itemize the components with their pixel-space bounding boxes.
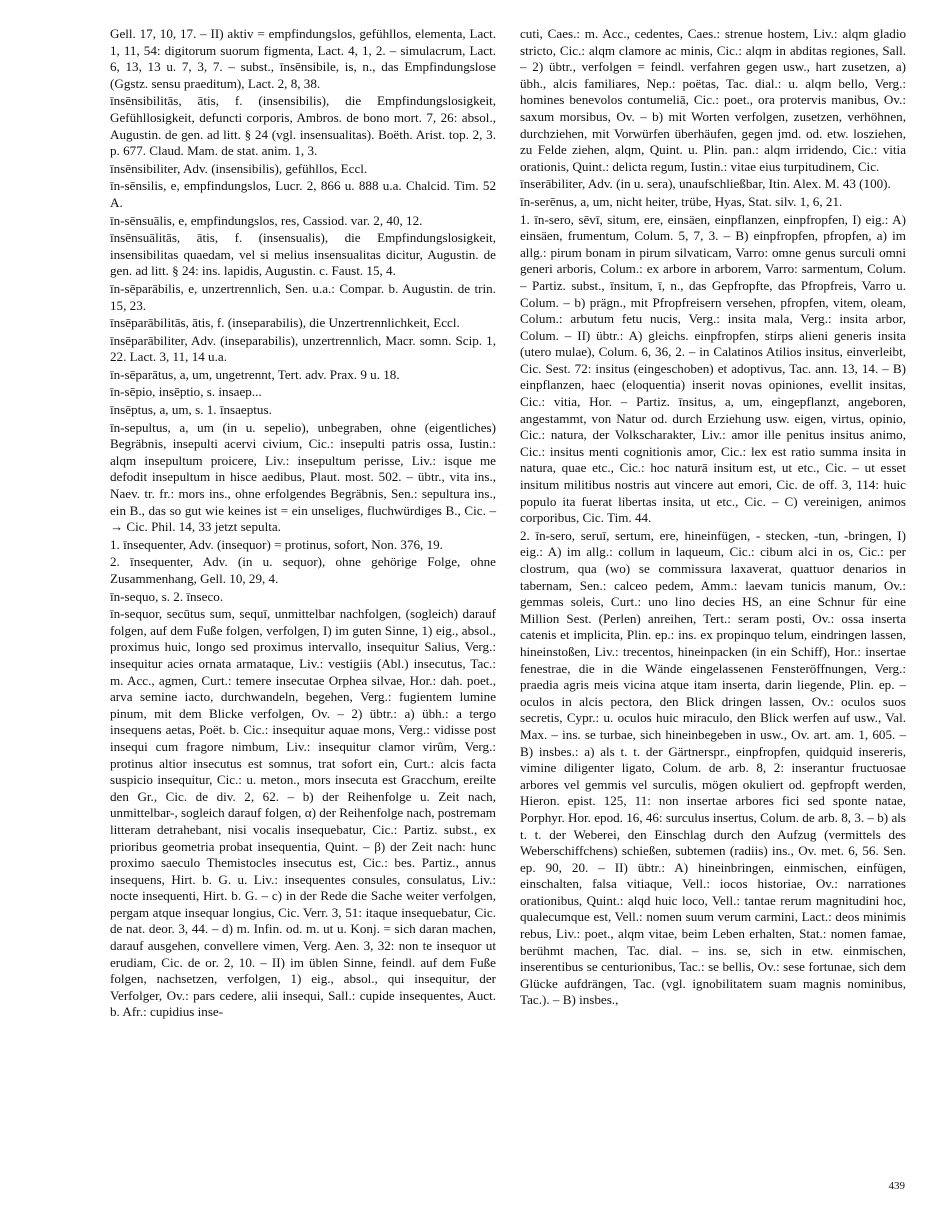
entry: īnsēptus, a, um, s. 1. īnsaeptus. — [110, 402, 272, 418]
entry: īnsēnsuālitās, ātis, f. (insensualis), die Empfindungslosigkeit, insensibilitas quaedam, vel si melius insensualitas dicitur, Augustin. de gen. ad litt. § 24: ins. lapidis, Augustin. c. Faust. 15, 4. — [110, 230, 496, 279]
entry: īn-sequo, s. 2. īnseco. — [110, 588, 224, 604]
entry: 1. īnsequenter, Adv. (insequor) = protinus, sofort, Non. 376, 19. — [110, 536, 443, 552]
page-number: 439 — [888, 1180, 905, 1192]
entry: īn-sēnsuālis, e, empfindungslos, res, Cassiod. var. 2, 40, 12. — [110, 212, 423, 228]
entry: 2. īn-sero, seruī, sertum, ere, hineinfügen, - stecken, -tun, -bringen, I) eig.: A) im allg.: collum in laqueum, Cic.: cibum alci in os, Cic.: per clostrum, qua (wo) se commissura laxaverat, quattuor denarios in tabernam, Sen.: calceo pedem, Amm.: laevam tunicis manum, Ov.: gemmas soleis, Curt.: uno lino decies HS, an eine Schnur für eine Million Sest. (Perlen) anreihen, Tert.: seram posti, Ov.: ossa inserta catenis et implicita, Plin. ep.: ins. ex propinquo telum, eindringen lassen, hineinstoßen, Liv.: trecentos, hineinpacken (in ein Schiff), Hor.: insertae fenestrae, die in die Wände eingelassenen Fensteröffnungen, Verg.: praedia agris meis vicina atque itam inserta, darin liegende, Plin. ep. – oculos in alcis pectora, den Blick dringen lassen, Ov.: oculos suos secretis, Cypr.: u. oculos huic miraculo, den Blick werfen auf usw., Val. Max. – ins. se turbae, sich hineinbegeben in usw., Ov. art. am. 1, 605. – B) insbes.: a) als t. t. der Gärtnerspr., einpfropfen, quidquid insereris, vimine diligenter ligato, Colum. de arb. 8, 2: inserantur fructuosae arbores vel gemmis vel surculis, mögen okuliert od. gepfropft werden, Hieron. epist. 125, 11: non insertae arbores fici sed sponte natae, Porphyr. Hor. epod. 16, 46: surculus insertus, Colum. de arb. 8, 3. – b) als t. t. der Weberei, den Einschlag durch den Aufzug (vermittels des Weberschiffchens) schießen, subtemen (radiis) ins., Ov. met. 6, 56. Sen. ep. 90, 20. – II) übtr.: A) hineinbringen, einmischen, einfügen, einschalten, falsa vitiaque, Vell.: iocos historiae, Ov.: narrationes orationibus, Quint.: alqd huic loco, Vell.: tantae rerum magnitudini hoc, qualecumque est, Vell.: nomen suum verum carmini, Lact.: deos minimis rebus, Liv.: poet., alqm vitae, beim Leben erhalten, Stat.: nomen famae, berühmt machen, Tac. dial. – ins. se, sich in etw. einmischen, inserentibus se centurionibus, Tac.: se bellis, Ov.: sese fortunae, sich dem Glücke aufdrängen, Tac. (vgl. ignobilitatem suam magnis nominibus, Tac.). – B) insbes., — [520, 527, 906, 1008]
entry: īnsēnsibilitās, ātis, f. (insensibilis), die Empfindungslosigkeit, Gefühllosigkeit, defuncti corporis, Ambros. de bono mort. 7, 26: absol., Augustin. de gen. ad litt. § 24 (vgl. insensualitas). Boëth. Arist. top. 2, 3. p. 677. Claud. Mam. de stat. anim. 1, 3. — [110, 93, 496, 159]
right-column — [520, 26, 906, 1010]
entry: īn-sēnsilis, e, empfindungslos, Lucr. 2, 866 u. 888 u.a. Chalcid. Tim. 52 A. — [110, 178, 496, 210]
entry: īnserābiliter, Adv. (in u. sera), unaufschließbar, Itin. Alex. M. 43 (100). — [520, 176, 891, 192]
entry: īn-sēparātus, a, um, ungetrennt, Tert. adv. Prax. 9 u. 18. — [110, 366, 400, 382]
entry: īn-sequor, secūtus sum, sequī, unmittelbar nachfolgen, (sogleich) darauf folgen, auf dem Fuße folgen, verfolgen, I) im guten Sinne, 1) eig., absol., proximus huic, longo sed proximus intervallo, insequitur Salius, Verg.: insequitur acies ornata armataque, Liv.: vestigiis (Abl.) insecutus, Tac.: m. Acc., agmen, Curt.: temere insecutae Orphea silvae, Hor.: dah. poet., arva semine iacto, durchwandeln, begehen, Verg.: fugientem lumine pinum, mit dem Blicke verfolgen, Ov. – 2) übtr.: a) übh.: a tergo insequens aetas, Poët. b. Cic.: insequitur aquae mons, Verg.: vidisse post insequi cum fragore nimbum, Liv.: insequitur clamor virûm, Verg.: protinus altior insecutus est somnus, trat sofort ein, Curt.: alcis facta suspicio insequitur, Cic.: u. meton., mors insecuta est Gracchum, ereilte den Gr., Cic. de div. 2, 62. – b) der Reihenfolge u. Zeit nach, unmittelbar-, sogleich darauf folgen, α) der Reihenfolge nach, postremam litteram detrahebant, nisi vocalis insequebatur, Cic.: Partiz. subst., ex prioribus geometria probat insequentia, Quint. – β) der Zeit nach: hunc proximo saeculo Themistocles insecutus est, Cic.: bes. Partiz., annus insequens, Hirt. b. G. u. Liv.: insequentes consules, consulatus, Liv.: nocte insequenti, Hirt. b. G. – c) in der Rede die Sache weiter verfolgen, pergam atque insequar longius, Cic. Verr. 3, 51: itaque insequebatur, Cic. de nat. deor. 3, 44. – d) m. Infin. od. m. ut u. Konj. = sich daran machen, darauf ausgehen, convellere vimen, Verg. Aen. 3, 32: non te insequor ut erudiam, Cic. de or. 2, 10. – II) im üblen Sinne, feindl. auf dem Fuße folgen, nachsetzen, verfolgen, 1) eig., absol., qui insequitur, der Verfolger, Ov.: pars cedere, alii insequi, Sall.: cupide insequentes, Auct. b. Afr.: cupidius inse- — [110, 606, 496, 1020]
entry: 2. īnsequenter, Adv. (in u. sequor), ohne gehörige Folge, ohne Zusammenhang, Gell. 10, 29, 4. — [110, 554, 496, 586]
entry: īn-sēparābilis, e, unzertrennlich, Sen. u.a.: Compar. b. Augustin. de trin. 15, 23. — [110, 280, 496, 313]
left-column — [110, 26, 496, 1022]
entry: īnsēparābiliter, Adv. (inseparabilis), unzertrennlich, Macr. somn. Scip. 1, 22. Lact. 3, 11, 14 u.a. — [110, 332, 496, 365]
entry: īn-sepultus, a, um (in u. sepelio), unbegraben, ohne (eigentliches) Begräbnis, insepulti acervi civium, Cic.: insepulti patris ossa, Iustin.: alqm insepultum proicere, Liv.: insepultum perisse, Liv.: isque me defodit insepultum in hisce aedibus, Plaut. most. 502. – übtr., vita ins., Naev. tr. fr.: mors ins., ohne erfolgendes Begräbnis, Sen.: sepultura ins., ein B., das so gut wie keines ist = ein unseliges, fluchwürdiges B., Cic. – → Cic. Phil. 14, 33 jetzt sepulta. — [110, 419, 496, 535]
entry: īn-sēpio, insēptio, s. insaep... — [110, 384, 262, 400]
entry: īnsēparābilitās, ātis, f. (inseparabilis), die Unzertrennlichkeit, Eccl. — [110, 315, 460, 331]
entry: Gell. 17, 10, 17. – II) aktiv = empfindungslos, gefühllos, elementa, Lact. 1, 11, 54: digitorum suorum figmenta, Lact. 4, 1, 2. – simulacrum, Lact. 6, 13, 13 u. 7, 3, 7. – subst., īnsēnsibile, is, n., das Empfindungslose (Ggstz. sensu praeditum), Lact. 2, 8, 38. — [110, 26, 496, 91]
entry: 1. īn-sero, sēvī, situm, ere, einsäen, einpflanzen, einpfropfen, I) eig.: A) einsäen, frumentum, Colum. 5, 7, 3. – B) einpfropfen, pfropfen, a) im allg.: pirum bonam in pirum silvaticam, Varro: omne genus surculi omni generi arboris, Colum.: ex arbore in arborem, Varro: sarmentum, Colum. – Partiz. subst., īnsitum, ī, n., das Gepfropfte, das Pfropfreis, Varro u. Colum. – b) prägn., mit Pfropfreisern versehen, pfropfen, vitem, oleam, Colum.: arbutum fetu nucis, Verg.: insita mala, Verg.: insita arbor, Colum. – II) übtr.: A) gleichs. einpfropfen, stirps alieni generis insita (utero mulae), Colum. 6, 36, 2. – in Calatinos Atilios insitus, einverleibt, Cic. Sest. 72: insitus (eingeschoben) et adoptivus, Tac. ann. 13, 14. – B) einpflanzen, haec (eloquentia) inserit novas opiniones, evellit insitas, Cic.: vitia, Hor. – Partiz. īnsitus, a, um, eingepflanzt, angeboren, angestammt, von Natur od. durch Erziehung usw. eigen, virtus, opinio, Cic.: natura, der Volkscharakter, Liv.: amor ille penitus insitus animo, Cic.: insitus menti cognitionis amor, Cic.: lex est ratio summa insita in natura, quae etc., Cic.: hoc naturā insitum est, ut etc., Cic. – ut esset insitum militibus nostris aut vincere aut emori, Cic. de off. 3, 114: huic populo ita fuerat libertas insita, ut etc., Cic. – C) vereinigen, animos corporibus, Cic. Tim. 44. — [520, 211, 906, 526]
entry: cuti, Caes.: m. Acc., cedentes, Caes.: strenue hostem, Liv.: alqm gladio stricto, Cic.: alqm clamore ac minis, Cic.: alqm in abditas regiones, Sall. – 2) übtr., verfolgen = feindl. verfahren gegen usw., hart zusetzen, a) übh., alcis familiares, Nep.: poëtas, Tac. dial.: u. alqm bello, Verg.: homines benevolos contumeliā, Cic.: poet., ora protervis manibus, Ov.: saxum morsibus, Ov. – b) mit Worten verfolgen, zusetzen, verhöhnen, durchziehen, mit Vorwürfen überhäufen, gegen jmd. od. etw. losziehen, zu Felde ziehen, alqm, Quint. u. Plin. pan.: alqm irridendo, Cic.: vitia orationis, Quint.: delicta regum, Iustin.: vitae eius turpitudinem, Cic. — [520, 26, 906, 174]
entry: īnsēnsibiliter, Adv. (insensibilis), gefühllos, Eccl. — [110, 160, 368, 176]
entry: īn-serēnus, a, um, nicht heiter, trübe, Hyas, Stat. silv. 1, 6, 21. — [520, 193, 843, 209]
